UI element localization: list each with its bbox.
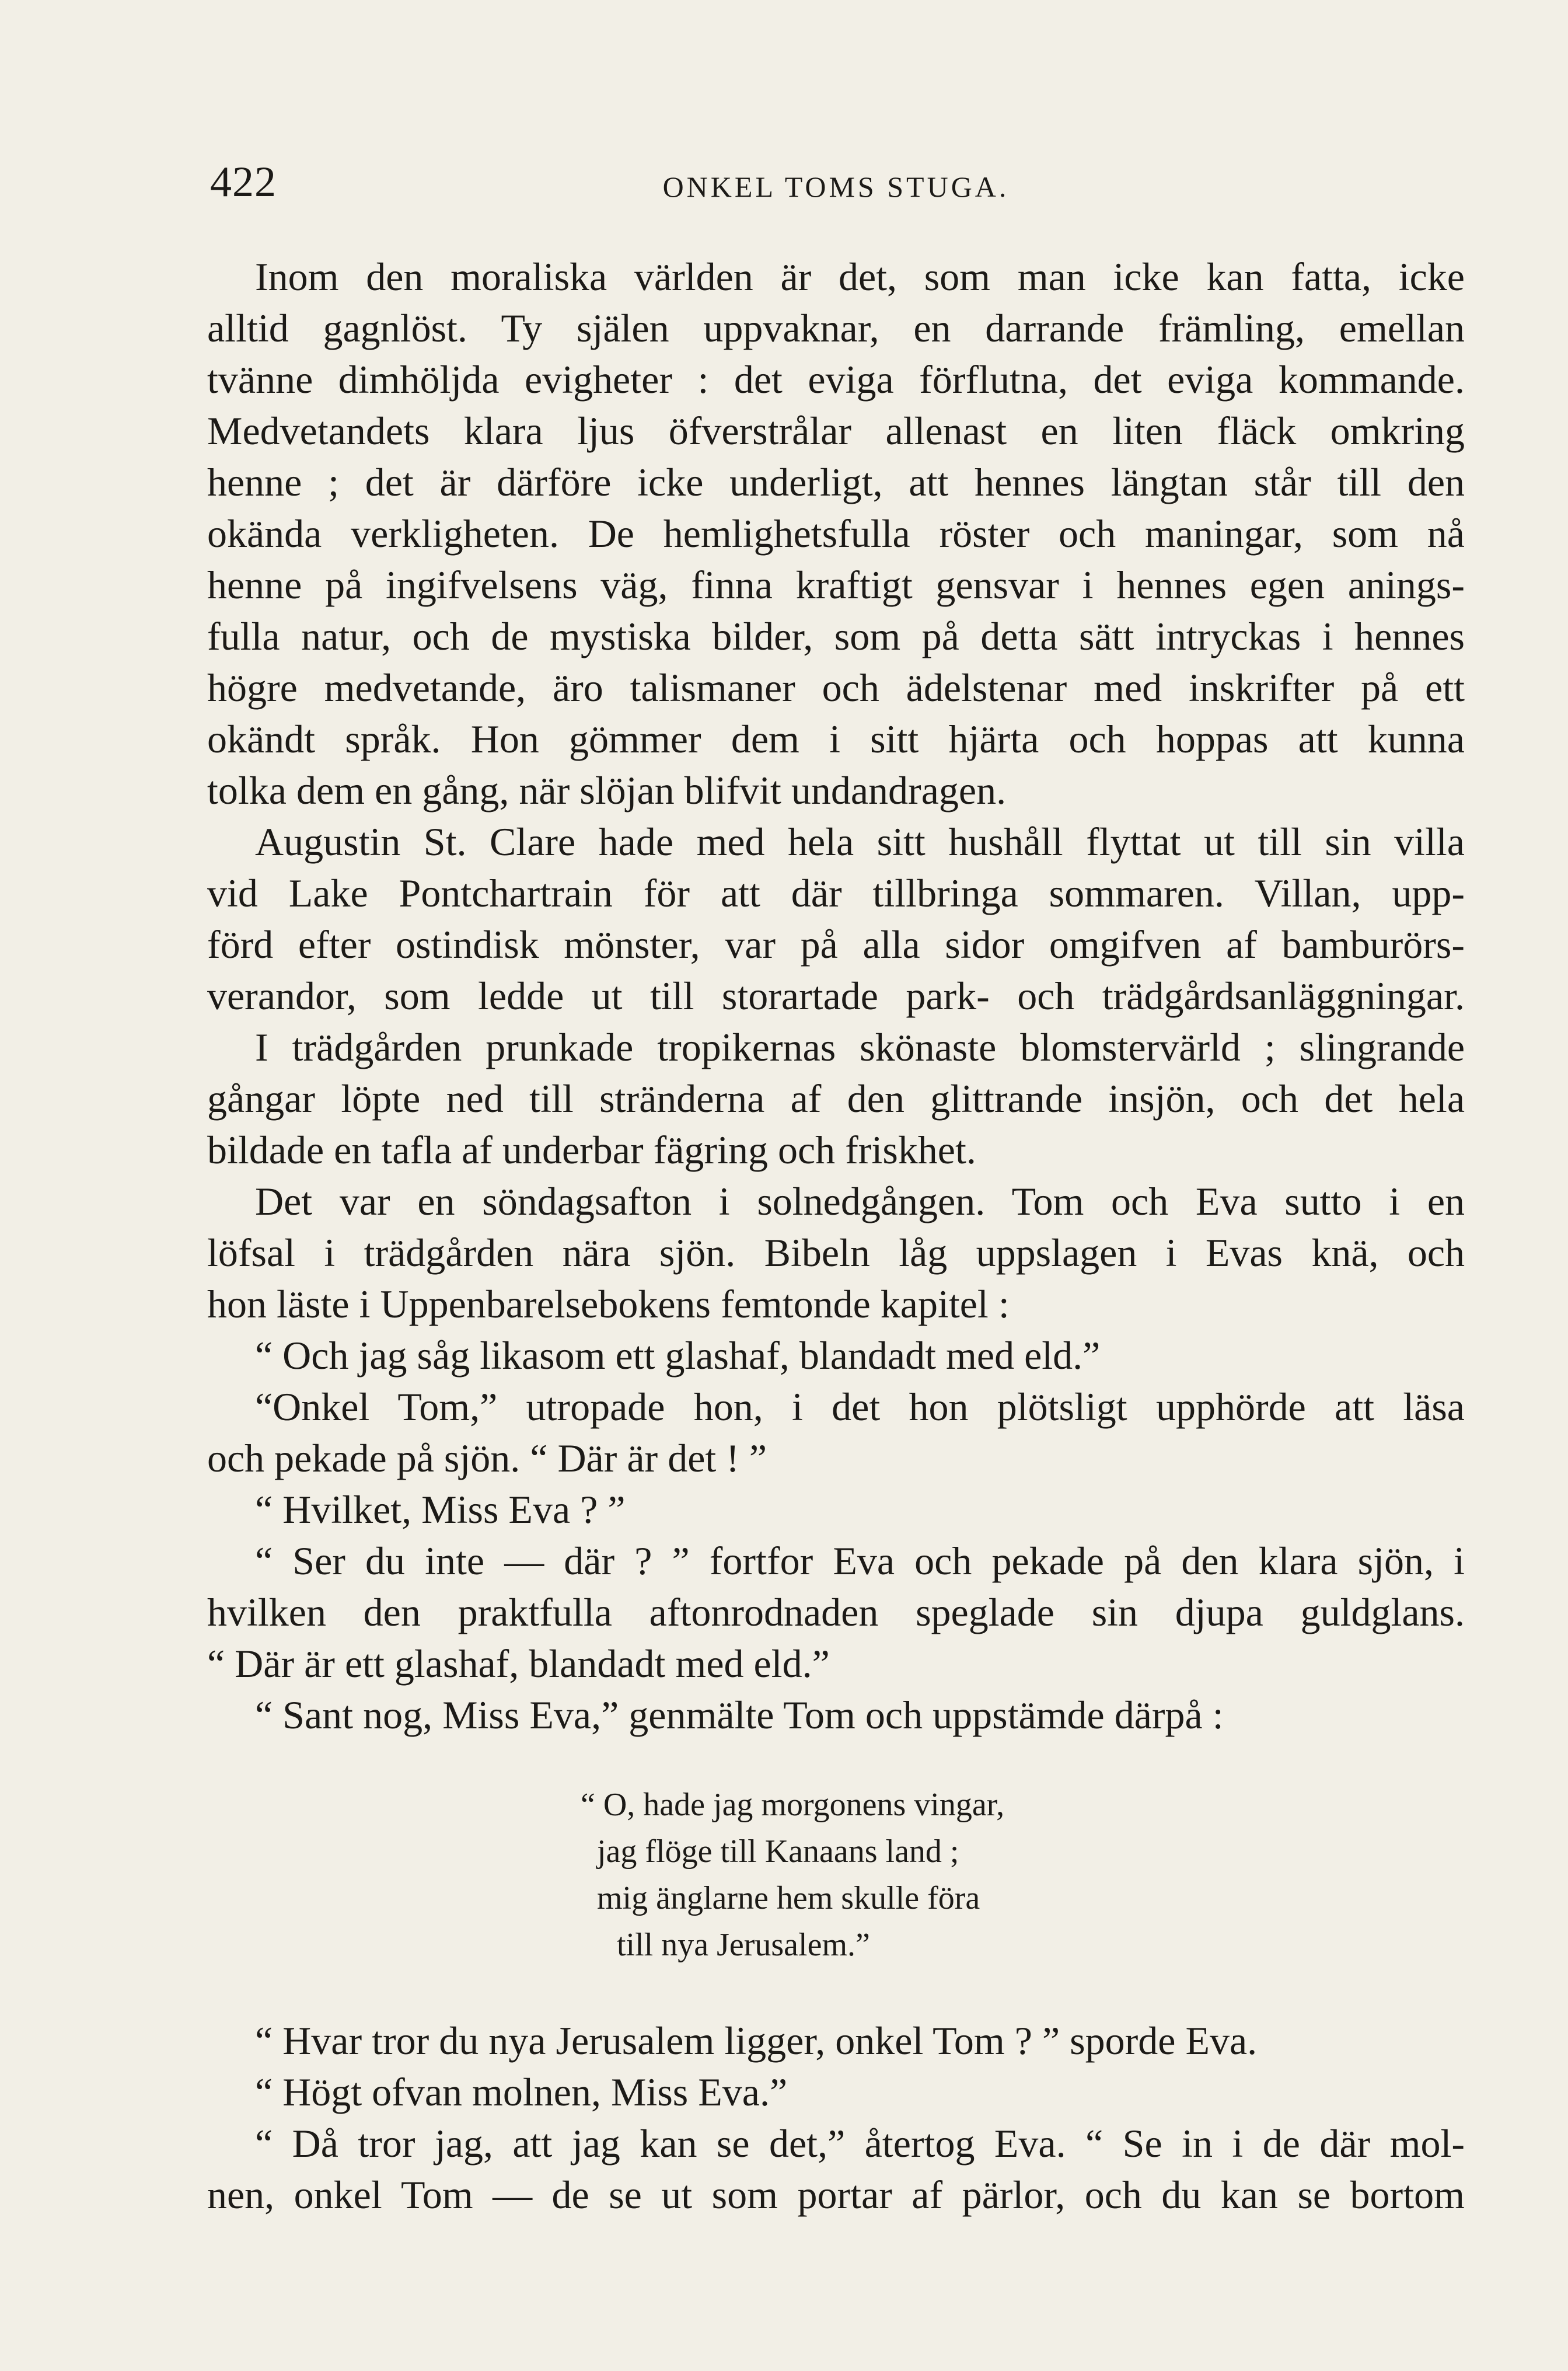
text-line: tolka dem en gång, när slöjan blifvit undandragen. xyxy=(207,768,1007,813)
text-line: I trädgården prunkade tropikernas skönaste blomstervärld ; slingrande xyxy=(255,1025,1465,1069)
text-line: och pekade på sjön. “ Där är det ! ” xyxy=(207,1436,767,1480)
text-line: Inom den moraliska världen är det, som man icke kan fatta, icke xyxy=(255,254,1465,299)
text-line: okända verkligheten. De hemlighetsfulla röster och maningar, som nå xyxy=(207,511,1465,556)
text-line: “ Ser du inte — där ? ” fortfor Eva och pekade på den klara sjön, i xyxy=(255,1539,1465,1583)
text-line: “ Och jag såg likasom ett glashaf, blandadt med eld.” xyxy=(255,1333,1101,1378)
text-line: alltid gagnlöst. Ty själen uppvaknar, en darrande främling, emellan xyxy=(207,306,1465,350)
text-line: vid Lake Pontchartrain för att där tillbringa sommaren. Villan, upp- xyxy=(207,871,1465,915)
verse-line: mig änglarne hem skulle föra xyxy=(597,1880,980,1916)
verse-line: “ O, hade jag morgonens vingar, xyxy=(581,1787,1005,1823)
text-line: “Onkel Tom,” utropade hon, i det hon plötsligt upphörde att läsa xyxy=(255,1385,1465,1429)
text-line: nen, onkel Tom — de se ut som portar af pärlor, och du kan se bortom xyxy=(207,2173,1465,2217)
text-line: gångar löpte ned till stränderna af den glittrande insjön, och det hela xyxy=(207,1076,1465,1121)
text-line: “ Hvilket, Miss Eva ? ” xyxy=(255,1487,626,1532)
text-line: “ Där är ett glashaf, blandadt med eld.” xyxy=(207,1641,830,1686)
text-line: Medvetandets klara ljus öfverstrålar allenast en liten fläck omkring xyxy=(207,409,1465,453)
text-line: verandor, som ledde ut till storartade park- och trädgårdsanläggningar. xyxy=(207,974,1465,1018)
page-number: 422 xyxy=(210,158,277,206)
verse-line: till nya Jerusalem.” xyxy=(617,1927,870,1963)
text-line: Det var en söndagsafton i solnedgången. Tom och Eva sutto i en xyxy=(255,1179,1465,1223)
text-line: “ Sant nog, Miss Eva,” genmälte Tom och uppstämde därpå : xyxy=(255,1693,1224,1737)
text-line: löfsal i trädgården nära sjön. Bibeln låg uppslagen i Evas knä, och xyxy=(207,1230,1465,1275)
verse-block xyxy=(581,1781,1351,1968)
text-line: Augustin St. Clare hade med hela sitt hushåll flyttat ut till sin villa xyxy=(255,820,1465,864)
running-title: ONKEL TOMS STUGA. xyxy=(662,170,1010,203)
text-line: bildade en tafla af underbar fägring och friskhet. xyxy=(207,1128,976,1172)
body-text xyxy=(207,251,1465,2220)
prose-section-1 xyxy=(207,251,1465,1741)
text-line: henne ; det är därföre icke underligt, att hennes längtan står till den xyxy=(207,460,1465,504)
text-line: tvänne dimhöljda evigheter : det eviga förflutna, det eviga kommande. xyxy=(207,357,1465,402)
text-line: “ Hvar tror du nya Jerusalem ligger, onkel Tom ? ” sporde Eva. xyxy=(255,2018,1258,2063)
text-line: okändt språk. Hon gömmer dem i sitt hjärta och hoppas att kunna xyxy=(207,717,1465,761)
text-line: “ Högt ofvan molnen, Miss Eva.” xyxy=(255,2070,788,2114)
page-header xyxy=(210,153,1462,211)
text-line: “ Då tror jag, att jag kan se det,” återtog Eva. “ Se in i de där mol- xyxy=(255,2121,1465,2166)
prose-section-2 xyxy=(207,2015,1465,2220)
text-line: henne på ingifvelsens väg, finna kraftigt gensvar i hennes egen anings- xyxy=(207,563,1465,607)
text-line: högre medvetande, äro talismaner och ädelstenar med inskrifter på ett xyxy=(207,665,1465,710)
text-line: fulla natur, och de mystiska bilder, som på detta sätt intryckas i hennes xyxy=(207,614,1465,658)
text-line: förd efter ostindisk mönster, var på alla sidor omgifven af bamburörs- xyxy=(207,922,1465,967)
text-line: hon läste i Uppenbarelsebokens femtonde kapitel : xyxy=(207,1282,1010,1326)
verse-line: jag flöge till Kanaans land ; xyxy=(597,1833,959,1870)
text-line: hvilken den praktfulla aftonrodnaden speglade sin djupa guldglans. xyxy=(207,1590,1465,1634)
